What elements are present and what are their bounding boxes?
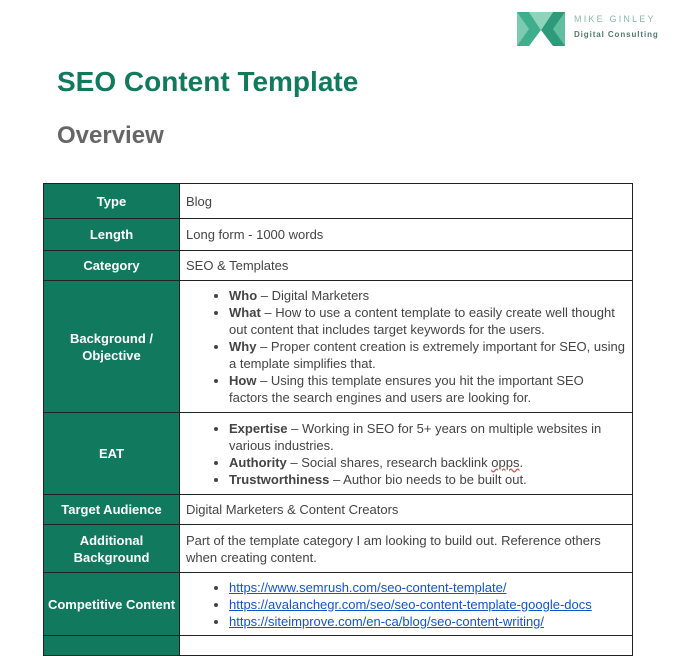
table-row-background [44, 281, 633, 413]
row-value-length[interactable]: Long form - 1000 words [180, 219, 633, 251]
eat-list [186, 420, 626, 488]
row-value-audience[interactable]: Digital Marketers & Content Creators [180, 495, 633, 525]
table-row-eat [44, 413, 633, 495]
list-item: • What – How to use a content template to easily create well thought out content that includes target keywords for the users. [229, 304, 626, 338]
table-row-length [44, 219, 633, 251]
list-item: • Who – Digital Marketers [229, 287, 626, 304]
list-item: • Expertise – Working in SEO for 5+ years on multiple websites in various industries. [229, 420, 626, 454]
row-label-competitive: Competitive Content [44, 573, 180, 636]
row-label-audience: Target Audience [44, 495, 180, 525]
spellcheck-flag[interactable]: opps [491, 454, 520, 470]
logo-tagline: Digital Consulting [574, 30, 659, 39]
row-label-background: Background / Objective [44, 281, 180, 413]
table-row-category [44, 251, 633, 281]
document-title: SEO Content Template [57, 66, 359, 97]
list-item: • Trustworthiness – Author bio needs to be built out. [229, 471, 626, 488]
row-value-type[interactable]: Blog [180, 184, 633, 219]
row-value-eat[interactable] [180, 413, 633, 495]
table-row-type [44, 184, 633, 219]
competitor-link[interactable]: https://www.semrush.com/seo-content-template/ [229, 579, 507, 595]
list-item [229, 613, 626, 630]
list-item: • Authority – Social shares, research backlink opps. [229, 454, 626, 471]
row-label-eat: EAT [44, 413, 180, 495]
row-label-category: Category [44, 251, 180, 281]
competitor-link[interactable]: https://avalanchegr.com/seo/seo-content-template-google-docs [229, 596, 592, 612]
row-label-additional: Additional Background [44, 525, 180, 573]
table-row-next [44, 636, 633, 656]
list-item: • Why – Proper content creation is extremely important for SEO, using a template simplifies that. [229, 338, 626, 372]
logo-name: MIKE GINLEY [574, 14, 656, 24]
list-item [229, 596, 626, 613]
competitor-link[interactable]: https://siteimprove.com/en-ca/blog/seo-content-writing/ [229, 613, 545, 629]
row-value-competitive [180, 573, 633, 636]
row-label-type: Type [44, 184, 180, 219]
document-subtitle: Overview [57, 122, 164, 149]
row-label-next [44, 636, 180, 656]
row-value-background[interactable] [180, 281, 633, 413]
background-list [186, 287, 626, 406]
row-value-category[interactable]: SEO & Templates [180, 251, 633, 281]
table-row-additional [44, 525, 633, 573]
competitive-links-list [186, 579, 626, 630]
row-value-next[interactable] [180, 636, 633, 656]
row-value-additional[interactable]: Part of the template category I am looking to build out. Reference others when creating content. [180, 525, 633, 573]
list-item: • How – Using this template ensures you hit the important SEO factors the search engines and users are looking for. [229, 372, 626, 406]
logo-mark-icon [515, 10, 567, 48]
mike-ginley-logo [515, 10, 675, 50]
overview-table [43, 183, 633, 656]
row-label-length: Length [44, 219, 180, 251]
table-row-competitive [44, 573, 633, 636]
list-item [229, 579, 626, 596]
table-row-audience [44, 495, 633, 525]
